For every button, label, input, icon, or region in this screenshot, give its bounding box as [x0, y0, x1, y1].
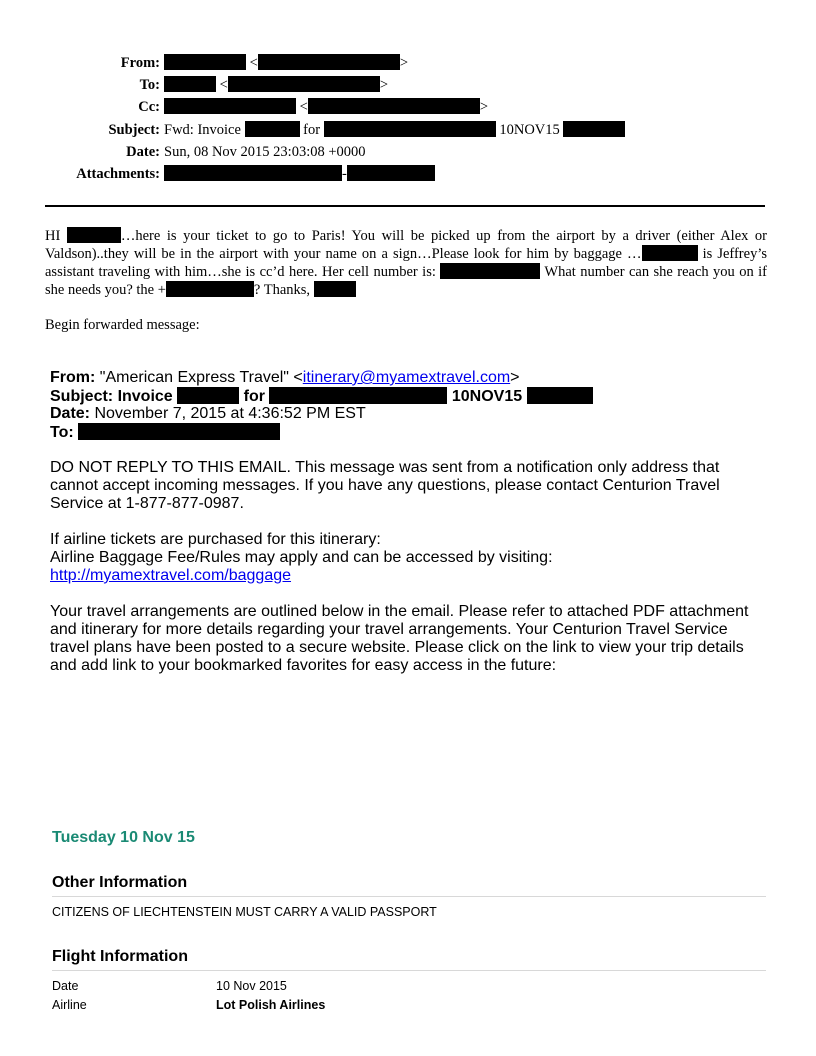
date-value: Sun, 08 Nov 2015 23:03:08 +0000 — [164, 144, 366, 160]
header-divider — [45, 205, 765, 207]
airline-line-1: If airline tickets are purchased for this itinerary: — [50, 531, 381, 548]
day-heading: Tuesday 10 Nov 15 — [52, 829, 195, 846]
flight-airline-value: Lot Polish Airlines — [216, 998, 326, 1012]
flight-airline-label: Airline — [52, 998, 87, 1012]
to-label: To: — [139, 77, 160, 93]
airline-line-2: Airline Baggage Fee/Rules may apply and can be accessed by visiting: — [50, 549, 553, 566]
fwd-from-name: "American Express Travel" < — [99, 369, 303, 386]
fwd-date-row — [50, 405, 366, 423]
redacted-invoice-number — [245, 121, 300, 137]
redacted-from-email — [258, 54, 400, 70]
fwd-subject-for: for — [243, 388, 265, 405]
from-label: From: — [120, 55, 160, 71]
redacted-to-email — [228, 76, 380, 92]
redacted-attachment — [164, 165, 342, 181]
body-part-3: What number can she reach you on if she needs you? the + — [45, 264, 767, 298]
subject-label: Subject: — [108, 122, 160, 138]
fwd-subject-date: 10NOV15 — [451, 388, 523, 405]
redacted-cc-email — [308, 98, 480, 114]
fwd-to-label: To: — [50, 424, 74, 441]
redacted-sender — [314, 281, 356, 297]
fwd-from-email-link[interactable]: itinerary@myamextravel.com — [302, 369, 511, 386]
flight-date-value: 10 Nov 2015 — [216, 979, 287, 993]
redacted-phone — [166, 281, 254, 297]
redacted-to-name — [164, 76, 216, 92]
fwd-from-label: From: — [50, 369, 96, 386]
redacted-fwd-invoice — [177, 387, 239, 404]
redacted-subject-code — [563, 121, 625, 137]
fwd-from-close: > — [510, 369, 520, 386]
redacted-fwd-to — [78, 423, 280, 440]
airline-paragraph — [50, 531, 770, 585]
redacted-fwd-subject-code — [527, 387, 593, 404]
body-part-4: ? Thanks, — [253, 282, 314, 298]
redacted-recipient — [67, 227, 121, 243]
forward-label: Begin forwarded message: — [45, 317, 200, 333]
redacted-subject-name — [324, 121, 496, 137]
other-information-heading: Other Information — [52, 874, 766, 897]
notice-paragraph: DO NOT REPLY TO THIS EMAIL. This message was sent from a notification only address that cannot accept incoming messages. If you have any questions, please contact Centurion Travel Service at 1-877-877-0987. — [50, 459, 720, 512]
redacted-fwd-subject-name — [269, 387, 447, 404]
fwd-subject-row — [50, 387, 593, 406]
flight-information-heading: Flight Information — [52, 948, 766, 971]
message-body — [45, 227, 767, 299]
date-label: Date: — [126, 144, 160, 160]
arrangements-paragraph: Your travel arrangements are outlined below in the email. Please refer to attached PDF attachment and itinerary for more details regarding your travel arrangements. Your Centurion Travel Service travel plans have been posted to a secure website. Please click on the link to view your trip details and add link to your bookmarked favorites for easy access in the future: — [50, 603, 749, 674]
fwd-to-row — [50, 423, 280, 442]
redacted-cell-number — [440, 263, 540, 279]
redacted-from-name — [164, 54, 246, 70]
subject-date: 10NOV15 — [499, 122, 560, 138]
fwd-date-label: Date: — [50, 405, 91, 422]
cc-label: Cc: — [138, 99, 160, 115]
fwd-from-row — [50, 369, 520, 387]
baggage-link[interactable]: http://myamextravel.com/baggage — [50, 567, 292, 584]
body-part-2: is Jeffrey’s assistant traveling with him…she is cc’d here. Her cell number is: — [45, 246, 767, 280]
subject-prefix: Fwd: Invoice — [164, 122, 241, 138]
greeting: HI — [45, 228, 61, 244]
redacted-attachment-ext — [347, 165, 435, 181]
fwd-subject-label: Subject: Invoice — [50, 388, 173, 405]
flight-date-label: Date — [52, 979, 79, 993]
redacted-assistant-name — [642, 245, 698, 261]
attachments-label: Attachments: — [76, 166, 160, 182]
fwd-date-value: November 7, 2015 at 4:36:52 PM EST — [94, 405, 366, 422]
other-information-text: CITIZENS OF LIECHTENSTEIN MUST CARRY A VALID PASSPORT — [52, 905, 437, 919]
body-part-1: …here is your ticket to go to Paris! You will be picked up from the airport by a driver (either Alex or Valdson)..they will be in the airport with your name on a sign…Please look for him by baggage … — [45, 228, 768, 262]
redacted-cc-name — [164, 98, 296, 114]
subject-for: for — [303, 122, 321, 138]
